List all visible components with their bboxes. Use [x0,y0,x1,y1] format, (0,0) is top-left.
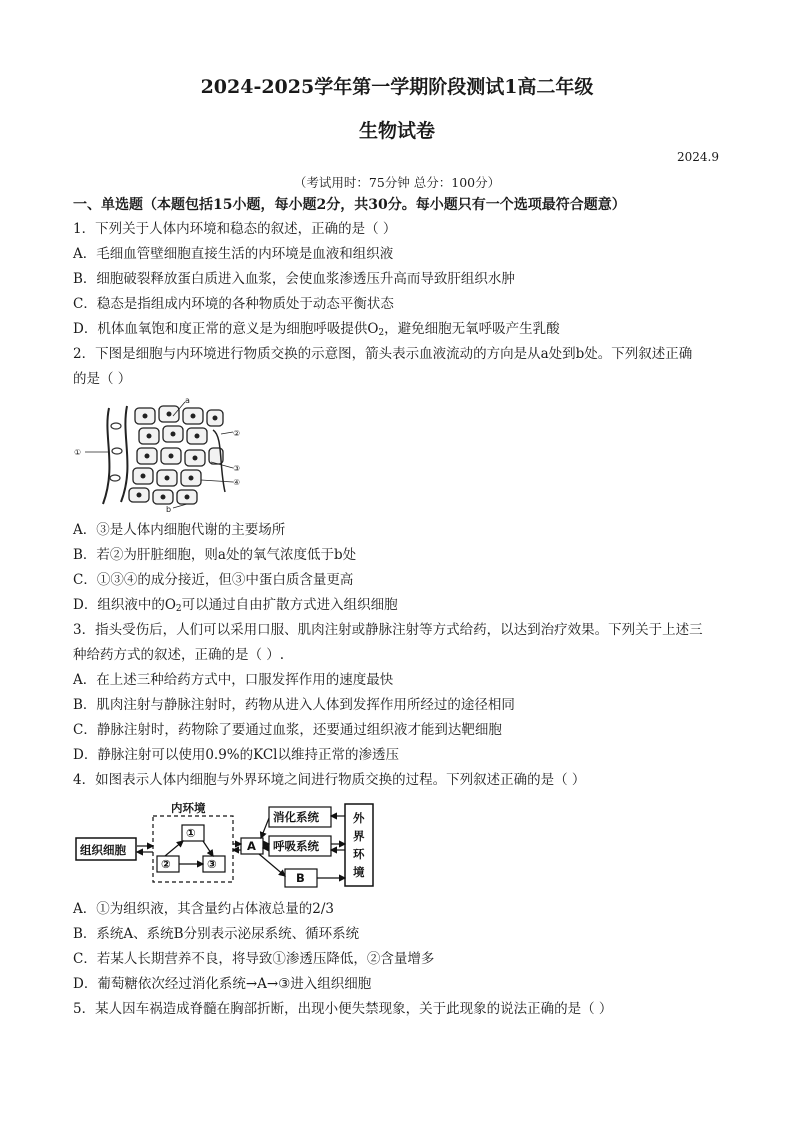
q4-option-c: C．若某人长期营养不良，将导致①渗透压降低，②含量增多 [73,951,435,967]
external-char-4: 境 [353,865,365,879]
system-a-label: A [247,839,256,853]
node-3-label: ③ [207,857,217,871]
q3-option-d: D．静脉注射可以使用0.9%的KCl以维持正常的渗透压 [73,747,399,763]
exam-subtitle: 生物试卷 [358,120,435,142]
material-exchange-diagram [73,800,383,892]
label-a: a [185,396,190,405]
q3-stem-line2: 种给药方式的叙述，正确的是（ ）. [73,647,285,663]
section-heading: 一、单选题（本题包括15小题，每小题2分，共30分。每小题只有一个选项最符合题意） [73,197,626,213]
q4-stem: 4．如图表示人体内细胞与外界环境之间进行物质交换的过程。下列叙述正确的是（ ） [73,772,586,788]
q2-option-d: D．组织液中的$O_2$可以通过自由扩散方式进入组织细胞 [73,597,398,614]
q1-option-d: D．机体血氧饱和度正常的意义是为细胞呼吸提供$O_2$，避免细胞无氧呼吸产生乳酸 [73,321,560,338]
q3-option-b: B．肌肉注射与静脉注射时，药物从进入人体到发挥作用所经过的途径相同 [73,697,515,713]
q3-option-a: A．在上述三种给药方式中，口服发挥作用的速度最快 [73,672,394,688]
label-2: ② [233,429,241,438]
external-char-2: 界 [353,829,365,843]
tissue-cell-label: 组织细胞 [80,843,126,857]
q5-stem: 5．某人因车祸造成脊髓在胸部折断，出现小便失禁现象，关于此现象的说法正确的是（ ） [73,1001,613,1017]
external-char-3: 环 [353,847,365,861]
q1-option-a: A．毛细血管壁细胞直接生活的内环境是血液和组织液 [73,246,394,262]
exam-info: （考试用时：75分钟 总分：100分） [293,175,501,190]
node-1-label: ① [186,826,196,840]
label-3: ③ [233,464,241,473]
external-char-1: 外 [353,811,365,825]
q3-stem-line1: 3．指头受伤后，人们可以采用口服、肌肉注射或静脉注射等方式给药，以达到治疗效果。下列关于上述三 [73,622,703,638]
exam-date: 2024.9 [677,150,719,164]
q1-option-c: C．稳态是指组成内环境的各种物质处于动态平衡状态 [73,296,394,312]
q2-stem-line1: 2．下图是细胞与内环境进行物质交换的示意图，箭头表示血液流动的方向是从a处到b处。下列叙述正确 [73,346,693,362]
q2-option-a: A．③是人体内细胞代谢的主要场所 [73,522,286,538]
internal-env-label: 内环境 [171,801,206,815]
q1-stem: 1．下列关于人体内环境和稳态的叙述，正确的是（ ） [73,221,397,237]
respiratory-label: 呼吸系统 [273,839,319,853]
q4-option-a: A．①为组织液，其含量约占体液总量的2/3 [73,901,334,917]
q2-option-c: C．①③④的成分接近，但③中蛋白质含量更高 [73,572,354,588]
exam-title: 2024-2025学年第一学期阶段测试1高二年级 [200,76,594,98]
cell-exchange-diagram [73,396,243,514]
q1-option-b: B．细胞破裂释放蛋白质进入血浆，会使血浆渗透压升高而导致肝组织水肿 [73,271,515,287]
node-2-label: ② [161,857,171,871]
label-4: ④ [233,478,241,487]
label-b: b [166,505,172,514]
digestive-label: 消化系统 [273,810,319,824]
q2-stem-line2: 的是（ ） [73,371,132,387]
label-1: ① [74,448,82,457]
q4-option-d: D．葡萄糖依次经过消化系统→A→③进入组织细胞 [73,976,372,992]
q2-option-b: B．若②为肝脏细胞，则a处的氧气浓度低于b处 [73,547,357,563]
system-b-label: B [296,871,305,885]
q4-option-b: B．系统A、系统B分别表示泌尿系统、循环系统 [73,926,360,942]
q3-option-c: C．静脉注射时，药物除了要通过血浆，还要通过组织液才能到达靶细胞 [73,722,502,738]
